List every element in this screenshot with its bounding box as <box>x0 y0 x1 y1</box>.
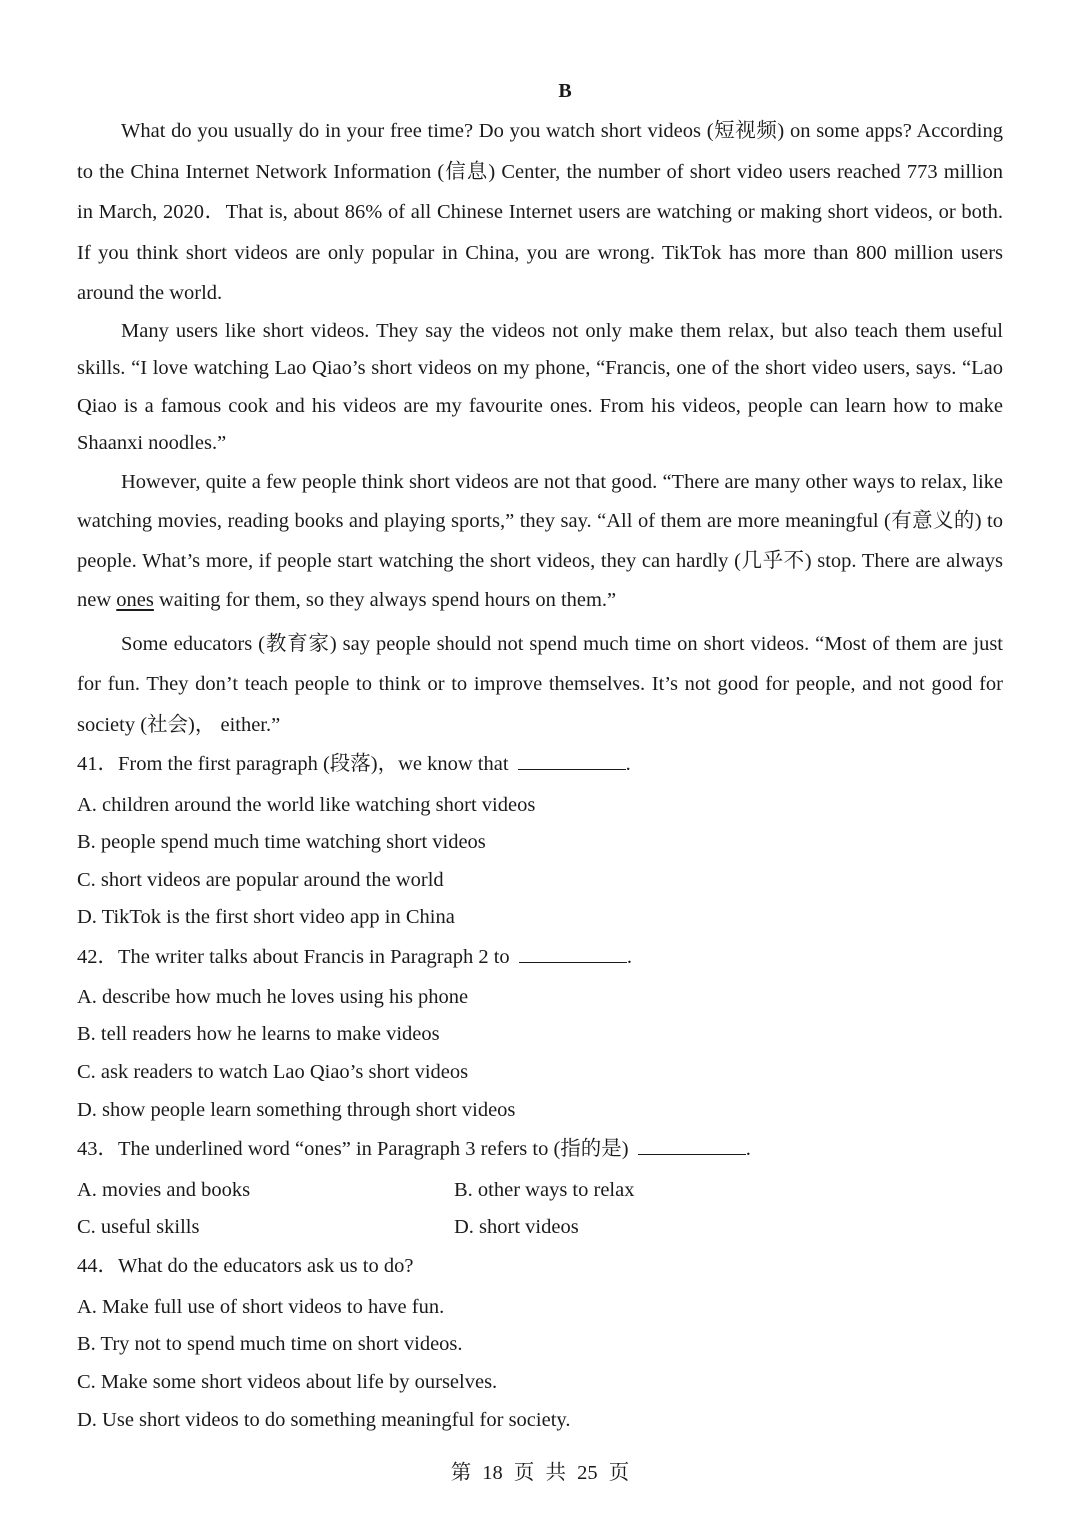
question-44-option-c[interactable]: C. Make some short videos about life by ourselves. <box>77 1371 498 1393</box>
paragraph-2: Many users like short videos. They say the videos not only make them relax, but also teach them useful skills. “I love watching Lao Qiao’s short videos on my phone, “Francis, one of the short video users, says. “Lao Qiao is a famous cook and his videos are my favourite ones. From his videos, people can learn how to make Shaanxi noodles.” <box>77 319 1003 455</box>
question-41-option-b[interactable]: B. people spend much time watching short videos <box>77 831 486 853</box>
question-43-stem <box>77 1136 751 1162</box>
question-41-option-a[interactable]: A. children around the world like watching short videos <box>77 794 536 816</box>
question-42-option-d[interactable]: D. show people learn something through short videos <box>77 1099 516 1121</box>
question-43-option-c[interactable]: C. useful skills <box>77 1216 200 1238</box>
section-title: B <box>558 80 572 102</box>
question-stem-text: 43．The underlined word “ones” in Paragraph 3 refers to (指的是) <box>77 1138 629 1160</box>
question-stem-end: . <box>626 946 632 968</box>
answer-blank <box>518 751 626 770</box>
question-42-option-c[interactable]: C. ask readers to watch Lao Qiao’s short videos <box>77 1061 469 1083</box>
reading-passage <box>77 111 1003 745</box>
answer-blank <box>519 944 627 963</box>
question-41-option-c[interactable]: C. short videos are popular around the world <box>77 869 444 891</box>
question-44-option-a[interactable]: A. Make full use of short videos to have fun. <box>77 1296 445 1318</box>
question-stem-end: . <box>745 1138 751 1160</box>
question-stem-end: . <box>625 753 631 775</box>
paragraph-3-text-b: waiting for them, so they always spend hours on them.” <box>153 589 617 612</box>
question-stem-text: 42．The writer talks about Francis in Paragraph 2 to <box>77 946 510 968</box>
question-44-option-b[interactable]: B. Try not to spend much time on short videos. <box>77 1333 463 1355</box>
question-42-option-b[interactable]: B. tell readers how he learns to make videos <box>77 1023 440 1045</box>
paragraph-3 <box>77 463 1003 621</box>
question-stem-text: 41．From the first paragraph (段落)，we know that <box>77 753 509 775</box>
question-44-stem: 44．What do the educators ask us to do? <box>77 1255 414 1277</box>
page-number-footer: 第 18 页 共 25 页 <box>450 1462 630 1484</box>
question-43-option-d[interactable]: D. short videos <box>454 1216 579 1238</box>
question-42-option-a[interactable]: A. describe how much he loves using his phone <box>77 986 469 1008</box>
question-43-option-a[interactable]: A. movies and books <box>77 1179 251 1201</box>
question-44-option-d[interactable]: D. Use short videos to do something meaningful for society. <box>77 1409 571 1431</box>
answer-blank <box>638 1136 746 1155</box>
question-41-option-d[interactable]: D. TikTok is the first short video app in China <box>77 906 455 928</box>
paragraph-4: Some educators (教育家) say people should not spend much time on short videos. “Most of them are just for fun. They don’t teach people to think or to improve themselves. It’s not good for people, and not good for society (社会)， either.” <box>77 632 1003 736</box>
paragraph-3-text-a: However, quite a few people think short videos are not that good. “There are many other ways to relax, like watching movies, reading books and playing sports,” they say. “All of them are more meaningful (有意义的) to people. What’s more, if people start watching the short videos, they can hardly (几乎不) stop. There are always new <box>77 470 1003 612</box>
underlined-word: ones <box>116 589 154 612</box>
paragraph-1: What do you usually do in your free time? Do you watch short videos (短视频) on some apps? According to the China Internet Network Information (信息) Center, the number of short video users reached 773 million in March, 2020．That is, about 86% of all Chinese Internet users are watching or making short videos, or both. If you think short videos are only popular in China, you are wrong. TikTok has more than 800 million users around the world. <box>77 120 1003 304</box>
question-42-stem <box>77 944 632 970</box>
question-43-option-b[interactable]: B. other ways to relax <box>454 1179 635 1201</box>
question-41-stem <box>77 751 631 777</box>
